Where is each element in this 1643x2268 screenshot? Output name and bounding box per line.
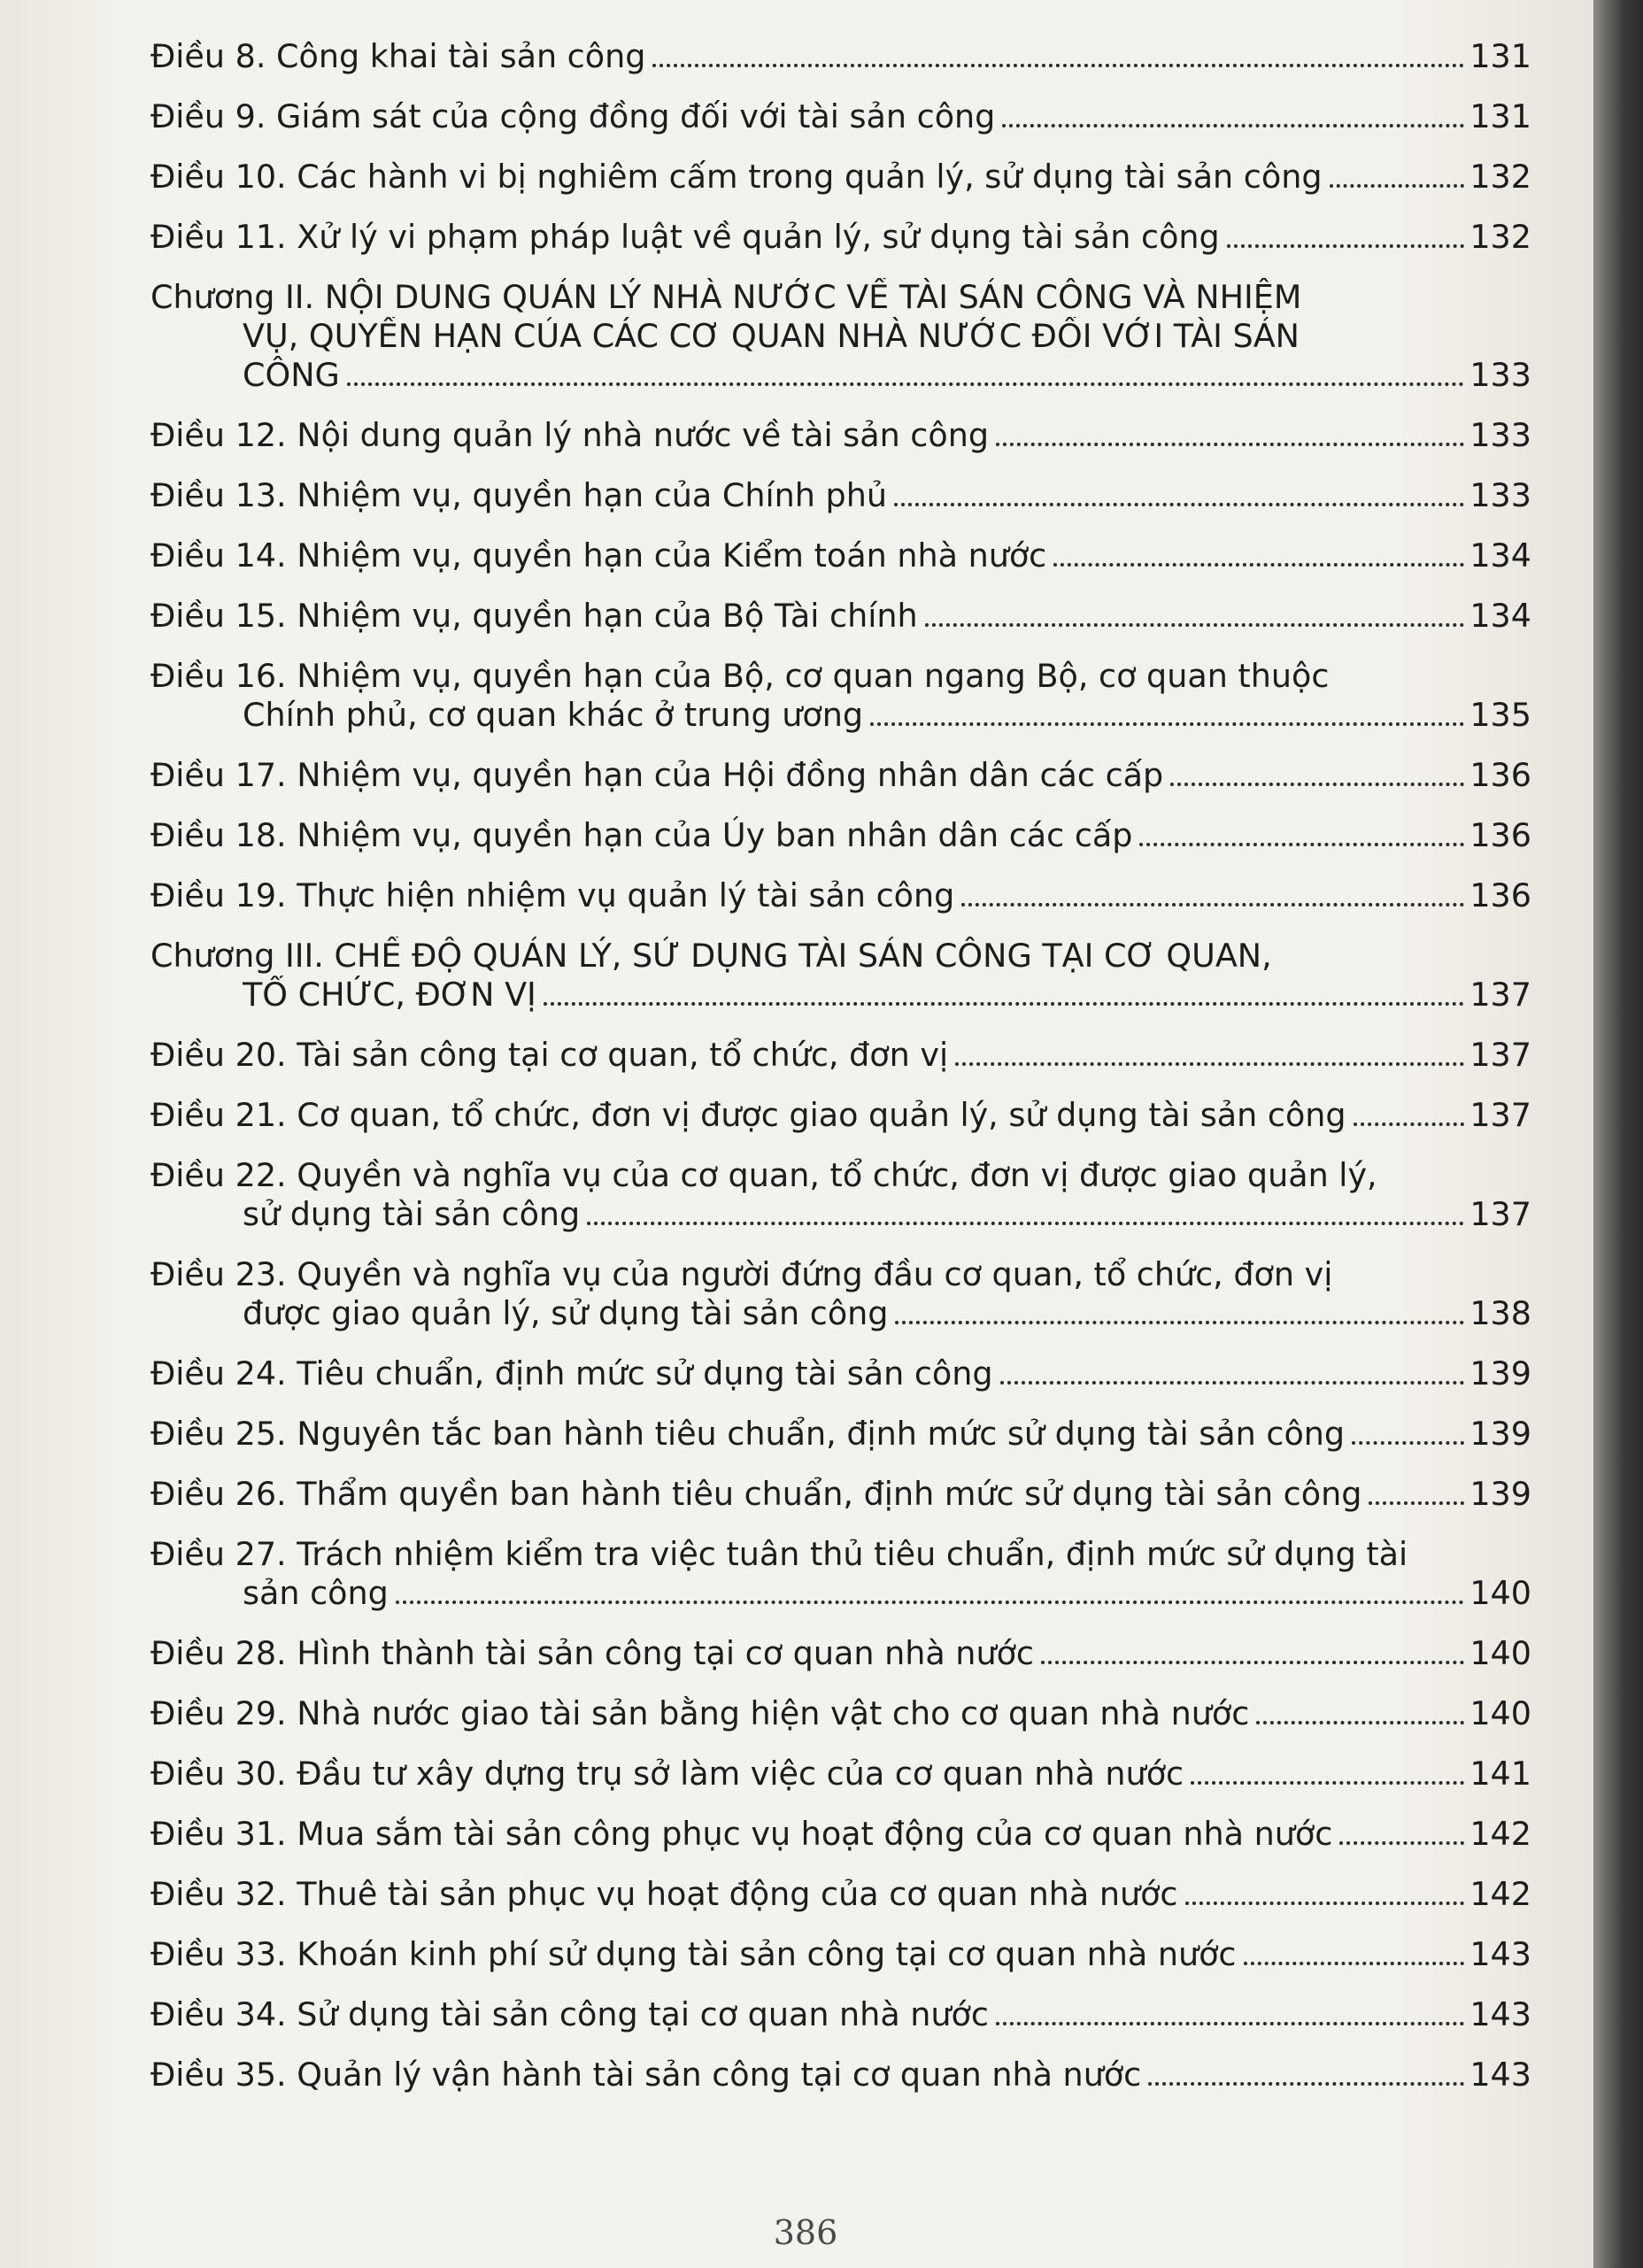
dot-leader xyxy=(587,1222,1464,1225)
toc-chapter-entry xyxy=(150,278,1531,395)
toc-entry-title: Điều 13. Nhiệm vụ, quyền hạn của Chính phủ xyxy=(150,476,887,514)
toc-line xyxy=(150,317,1531,356)
toc-line xyxy=(150,1634,1531,1673)
toc-entry-title: Điều 18. Nhiệm vụ, quyền hạn của Ủy ban nhân dân các cấp xyxy=(150,816,1133,854)
dot-leader xyxy=(1244,1962,1465,1965)
toc-page-number: 136 xyxy=(1469,756,1531,794)
toc-page-number: 143 xyxy=(1469,2056,1531,2094)
toc-entry-title: TỔ CHỨC, ĐƠN VỊ xyxy=(243,976,536,1014)
toc-page-number: 138 xyxy=(1469,1294,1531,1332)
toc-entry-title: Điều 22. Quyền và nghĩa vụ của cơ quan, tổ chức, đơn vị được giao quản lý, xyxy=(150,1156,1377,1194)
toc-entry-title: Điều 14. Nhiệm vụ, quyền hạn của Kiểm toán nhà nước xyxy=(150,536,1047,575)
toc-page-number: 136 xyxy=(1469,816,1531,854)
toc-entry-title: Điều 24. Tiêu chuẩn, định mức sử dụng tài sản công xyxy=(150,1354,993,1392)
toc-article-entry xyxy=(150,536,1531,575)
dot-leader xyxy=(347,382,1465,386)
toc-entry-title: Điều 19. Thực hiện nhiệm vụ quản lý tài sản công xyxy=(150,876,955,914)
toc-entry-title: Điều 16. Nhiệm vụ, quyền hạn của Bộ, cơ quan ngang Bộ, cơ quan thuộc xyxy=(150,657,1330,695)
dot-leader xyxy=(652,64,1464,67)
toc-article-entry xyxy=(150,876,1531,915)
toc-line xyxy=(150,816,1531,855)
toc-line xyxy=(150,278,1531,317)
toc-line xyxy=(150,416,1531,455)
toc-chapter-entry xyxy=(150,937,1531,1014)
toc-page-number: 132 xyxy=(1469,218,1531,256)
toc-page-number: 131 xyxy=(1469,97,1531,135)
toc-line xyxy=(150,976,1531,1014)
toc-page-number: 143 xyxy=(1469,1935,1531,1973)
dot-leader xyxy=(1256,1721,1464,1724)
toc-line xyxy=(150,476,1531,515)
toc-entry-title: Điều 8. Công khai tài sản công xyxy=(150,37,646,75)
toc-article-entry xyxy=(150,2056,1531,2094)
toc-line xyxy=(150,1294,1531,1333)
toc-article-entry xyxy=(150,1415,1531,1454)
dot-leader xyxy=(870,722,1464,726)
toc-entry-title: Điều 17. Nhiệm vụ, quyền hạn của Hội đồng nhân dân các cấp xyxy=(150,756,1164,794)
toc-article-entry xyxy=(150,218,1531,257)
toc-article-entry xyxy=(150,158,1531,197)
toc-line xyxy=(150,1195,1531,1234)
toc-entry-title: Chính phủ, cơ quan khác ở trung ương xyxy=(243,696,864,734)
dot-leader xyxy=(996,443,1464,446)
dot-leader xyxy=(1339,1841,1464,1845)
toc-entry-title: Điều 27. Trách nhiệm kiểm tra việc tuân thủ tiêu chuẩn, định mức sử dụng tài xyxy=(150,1535,1408,1573)
toc-entry-title: Điều 15. Nhiệm vụ, quyền hạn của Bộ Tài chính xyxy=(150,597,918,635)
toc-line xyxy=(150,1475,1531,1514)
toc-entry-title: Điều 26. Thẩm quyền ban hành tiêu chuẩn, định mức sử dụng tài sản công xyxy=(150,1475,1362,1513)
toc-page-number: 131 xyxy=(1469,37,1531,75)
toc-article-entry xyxy=(150,1354,1531,1393)
dot-leader xyxy=(1002,124,1464,127)
table-of-contents xyxy=(150,37,1531,2116)
toc-entry-title: Điều 10. Các hành vi bị nghiêm cấm trong quản lý, sử dụng tài sản công xyxy=(150,158,1323,196)
toc-article-entry xyxy=(150,416,1531,455)
toc-entry-title: CÔNG xyxy=(243,356,340,394)
toc-line xyxy=(150,356,1531,395)
toc-line xyxy=(150,1354,1531,1393)
toc-entry-title: Điều 12. Nội dung quản lý nhà nước về tài sản công xyxy=(150,416,990,454)
toc-line xyxy=(150,937,1531,976)
dot-leader xyxy=(1000,1381,1465,1385)
toc-entry-title: Chương III. CHẾ ĐỘ QUẢN LÝ, SỬ DỤNG TÀI SẢN CÔNG TẠI CƠ QUAN, xyxy=(150,937,1272,975)
toc-article-entry xyxy=(150,1995,1531,2034)
toc-article-entry xyxy=(150,1755,1531,1794)
toc-page-number: 140 xyxy=(1469,1634,1531,1672)
dot-leader xyxy=(1148,2082,1464,2086)
dot-leader xyxy=(1227,244,1465,248)
toc-page-number: 135 xyxy=(1469,696,1531,734)
toc-article-entry xyxy=(150,756,1531,795)
book-spine xyxy=(1593,0,1643,2268)
toc-entry-title: Điều 34. Sử dụng tài sản công tại cơ quan nhà nước xyxy=(150,1995,989,2033)
dot-leader xyxy=(1041,1661,1464,1664)
toc-article-entry xyxy=(150,1694,1531,1733)
toc-entry-title: Điều 21. Cơ quan, tổ chức, đơn vị được giao quản lý, sử dụng tài sản công xyxy=(150,1096,1346,1134)
toc-line xyxy=(150,597,1531,636)
toc-article-entry xyxy=(150,1036,1531,1075)
toc-article-entry xyxy=(150,1096,1531,1135)
toc-article-entry xyxy=(150,1634,1531,1673)
toc-line xyxy=(150,1755,1531,1794)
toc-line xyxy=(150,97,1531,136)
toc-article-entry xyxy=(150,97,1531,136)
toc-line xyxy=(150,1036,1531,1075)
dot-leader xyxy=(1330,184,1465,188)
toc-page-number: 141 xyxy=(1469,1755,1531,1793)
toc-article-entry xyxy=(150,476,1531,515)
dot-leader xyxy=(1191,1781,1464,1785)
toc-article-entry xyxy=(150,1935,1531,1974)
toc-page-number: 137 xyxy=(1469,1195,1531,1233)
toc-line xyxy=(150,536,1531,575)
toc-line xyxy=(150,1694,1531,1733)
toc-line xyxy=(150,696,1531,735)
dot-leader xyxy=(1139,843,1464,846)
toc-line xyxy=(150,2056,1531,2094)
toc-entry-title: Điều 33. Khoán kinh phí sử dụng tài sản công tại cơ quan nhà nước xyxy=(150,1935,1237,1973)
toc-article-entry xyxy=(150,37,1531,76)
toc-line xyxy=(150,1574,1531,1613)
dot-leader xyxy=(1185,1902,1465,1905)
dot-leader xyxy=(961,903,1464,906)
toc-line xyxy=(150,1415,1531,1454)
toc-entry-title: Điều 25. Nguyên tắc ban hành tiêu chuẩn, định mức sử dụng tài sản công xyxy=(150,1415,1346,1453)
toc-line xyxy=(150,218,1531,257)
toc-entry-title: Chương II. NỘI DUNG QUẢN LÝ NHÀ NƯỚC VỀ TÀI SẢN CÔNG VÀ NHIỆM xyxy=(150,278,1302,316)
toc-line xyxy=(150,1535,1531,1574)
page-number: 386 xyxy=(773,2213,838,2252)
toc-line xyxy=(150,657,1531,696)
toc-page-number: 137 xyxy=(1469,1096,1531,1134)
dot-leader xyxy=(996,2022,1464,2025)
toc-article-entry xyxy=(150,816,1531,855)
toc-page-number: 133 xyxy=(1469,356,1531,394)
toc-entry-title: Điều 29. Nhà nước giao tài sản bằng hiện vật cho cơ quan nhà nước xyxy=(150,1694,1250,1732)
toc-entry-title: Điều 23. Quyền và nghĩa vụ của người đứng đầu cơ quan, tổ chức, đơn vị xyxy=(150,1255,1333,1293)
toc-page-number: 134 xyxy=(1469,536,1531,575)
dot-leader xyxy=(1053,563,1464,567)
toc-page-number: 140 xyxy=(1469,1694,1531,1732)
dot-leader xyxy=(894,503,1464,506)
toc-entry-title: Điều 20. Tài sản công tại cơ quan, tổ chức, đơn vị xyxy=(150,1036,949,1074)
toc-line xyxy=(150,1815,1531,1854)
toc-page-number: 140 xyxy=(1469,1574,1531,1612)
toc-article-entry xyxy=(150,1535,1531,1613)
toc-page-number: 134 xyxy=(1469,597,1531,635)
toc-page-number: 139 xyxy=(1469,1415,1531,1453)
toc-page-number: 133 xyxy=(1469,476,1531,514)
toc-line xyxy=(150,1156,1531,1195)
dot-leader xyxy=(396,1601,1465,1604)
toc-entry-title: Điều 31. Mua sắm tài sản công phục vụ hoạt động của cơ quan nhà nước xyxy=(150,1815,1333,1853)
toc-page-number: 139 xyxy=(1469,1475,1531,1513)
toc-article-entry xyxy=(150,1475,1531,1514)
toc-entry-title: Điều 32. Thuê tài sản phục vụ hoạt động của cơ quan nhà nước xyxy=(150,1875,1178,1913)
dot-leader xyxy=(1369,1501,1464,1505)
toc-article-entry xyxy=(150,1875,1531,1914)
toc-entry-title: VỤ, QUYỀN HẠN CỦA CÁC CƠ QUAN NHÀ NƯỚC ĐỐI VỚI TÀI SẢN xyxy=(243,317,1300,355)
dot-leader xyxy=(895,1321,1464,1324)
toc-line xyxy=(150,1255,1531,1294)
toc-line xyxy=(150,876,1531,915)
toc-line xyxy=(150,1935,1531,1974)
toc-entry-title: Điều 9. Giám sát của cộng đồng đối với tài sản công xyxy=(150,97,996,135)
dot-leader xyxy=(1352,1441,1464,1445)
toc-article-entry xyxy=(150,657,1531,735)
toc-page-number: 137 xyxy=(1469,1036,1531,1074)
toc-page-number: 133 xyxy=(1469,416,1531,454)
toc-entry-title: sản công xyxy=(243,1574,389,1612)
toc-page-number: 142 xyxy=(1469,1875,1531,1913)
toc-article-entry xyxy=(150,1156,1531,1234)
toc-line xyxy=(150,756,1531,795)
toc-line xyxy=(150,1096,1531,1135)
toc-entry-title: sử dụng tài sản công xyxy=(243,1195,581,1233)
dot-leader xyxy=(1354,1122,1465,1126)
dot-leader xyxy=(1170,783,1464,786)
toc-page-number: 136 xyxy=(1469,876,1531,914)
toc-entry-title: được giao quản lý, sử dụng tài sản công xyxy=(243,1294,889,1332)
toc-article-entry xyxy=(150,1255,1531,1333)
toc-page-number: 143 xyxy=(1469,1995,1531,2033)
toc-line xyxy=(150,1875,1531,1914)
toc-article-entry xyxy=(150,1815,1531,1854)
toc-line xyxy=(150,158,1531,197)
toc-page-number: 139 xyxy=(1469,1354,1531,1392)
toc-entry-title: Điều 30. Đầu tư xây dựng trụ sở làm việc của cơ quan nhà nước xyxy=(150,1755,1184,1793)
dot-leader xyxy=(544,1002,1465,1006)
toc-page-number: 137 xyxy=(1469,976,1531,1014)
toc-page-number: 132 xyxy=(1469,158,1531,196)
toc-page-number: 142 xyxy=(1469,1815,1531,1853)
toc-line xyxy=(150,37,1531,76)
toc-entry-title: Điều 11. Xử lý vi phạm pháp luật về quản lý, sử dụng tài sản công xyxy=(150,218,1220,256)
dot-leader xyxy=(925,623,1465,627)
toc-article-entry xyxy=(150,597,1531,636)
toc-entry-title: Điều 35. Quản lý vận hành tài sản công tại cơ quan nhà nước xyxy=(150,2056,1142,2094)
dot-leader xyxy=(955,1062,1464,1066)
toc-entry-title: Điều 28. Hình thành tài sản công tại cơ quan nhà nước xyxy=(150,1634,1034,1672)
toc-line xyxy=(150,1995,1531,2034)
